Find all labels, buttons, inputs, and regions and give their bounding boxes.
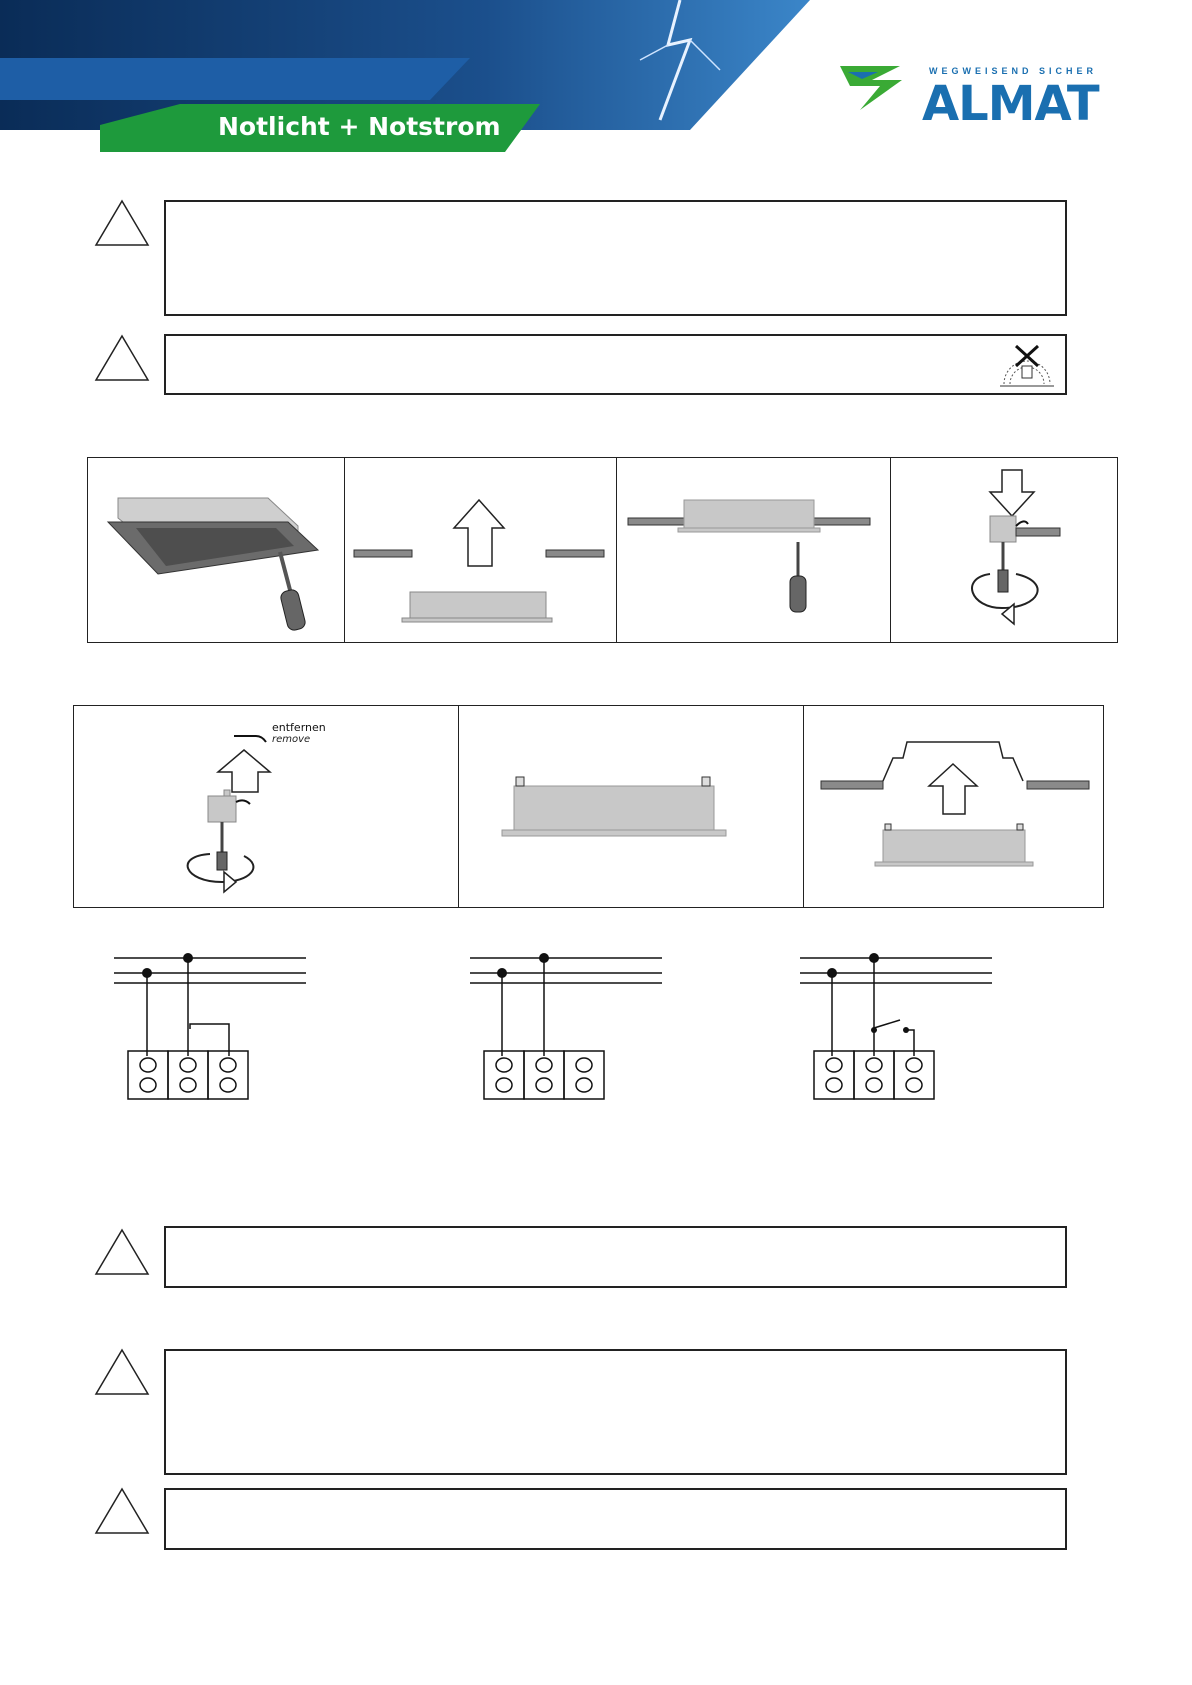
step-7-illustration: [803, 706, 1105, 906]
step-4-tighten: [890, 458, 1119, 642]
warning-triangle-icon: [94, 1228, 150, 1276]
arrow-up-icon: [218, 750, 270, 792]
remove-label-en: remove: [272, 734, 311, 745]
step-1-open-cover: [88, 458, 345, 642]
page-title: Notlicht + Notstrom: [218, 112, 501, 141]
warning-box-4: [164, 1349, 1067, 1475]
installation-steps-row-2: [73, 705, 1104, 908]
warning-triangle-icon: [94, 199, 150, 247]
arrow-down-icon: [990, 470, 1034, 516]
warning-triangle-icon: [94, 1487, 150, 1535]
wiring-diagram-2: [466, 950, 666, 1100]
step-3-insert-screw: [616, 458, 891, 642]
wiring-diagram-1: [110, 950, 310, 1100]
logo-name: ALMAT: [922, 76, 1099, 132]
no-water-jet-icon: [998, 340, 1056, 390]
warning-triangle-icon: [94, 1348, 150, 1396]
installation-steps-row-1: [87, 457, 1118, 643]
warning-box-2: [164, 334, 1067, 395]
step-7-insert-device: [803, 706, 1105, 907]
step-2-remove-device: [344, 458, 617, 642]
page-header: [0, 0, 1192, 160]
step-1-illustration: [88, 458, 344, 642]
step-2-illustration: [344, 458, 616, 642]
wiring-diagram-3: [796, 950, 996, 1100]
screwdriver-icon: [279, 552, 306, 632]
remove-label: entfernen: [272, 721, 326, 734]
warning-box-3: [164, 1226, 1067, 1288]
step-6-illustration: [458, 706, 803, 906]
warning-triangle-icon: [94, 334, 150, 382]
logo-tagline: WEGWEISEND SICHER: [929, 66, 1098, 76]
step-3-illustration: [616, 458, 890, 642]
step-4-illustration: [890, 458, 1119, 642]
step-5-illustration: [74, 706, 458, 906]
arrow-up-icon: [929, 764, 977, 814]
step-6-clamps-mounted: [458, 706, 804, 907]
arrow-up-icon: [454, 500, 504, 566]
warning-box-1: [164, 200, 1067, 316]
screwdriver-icon: [790, 542, 806, 612]
step-5-remove-clamp: [74, 706, 459, 907]
warning-box-5: [164, 1488, 1067, 1550]
